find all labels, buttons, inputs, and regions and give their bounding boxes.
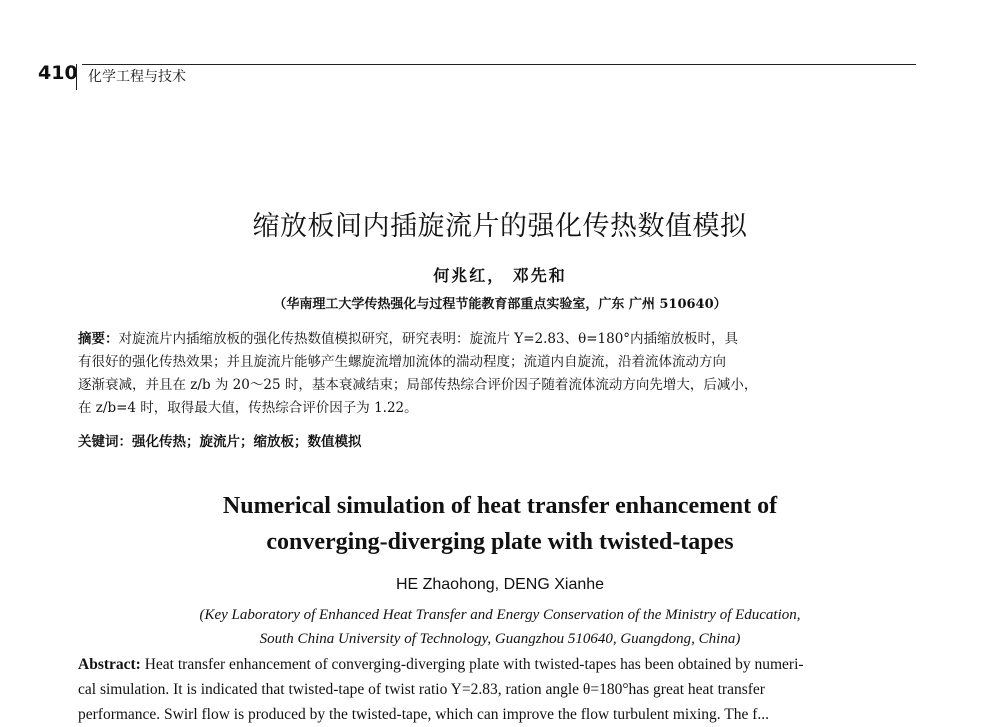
chinese-abstract-line: 在 z/b=4 时，取得最大值，传热综合评价因子为 1.22。: [78, 400, 418, 416]
chinese-keywords: [78, 430, 918, 450]
english-title-line: converging-diverging plate with twisted-tapes: [266, 529, 734, 555]
chinese-title: 缩放板间内插旋流片的强化传热数值模拟: [252, 211, 748, 242]
journal-name: 化学工程与技术: [88, 69, 186, 85]
chinese-abstract-line: 有很好的强化传热效果；并且旋流片能够产生螺旋流增加流体的湍动程度；流道内自旋流，沿着流体流动方向: [78, 354, 726, 370]
english-abstract-line: cal simulation. It is indicated that twisted-tape of twist ratio Y=2.83, ration angle θ=180°has great heat transfer: [78, 681, 765, 698]
chinese-abstract-line: 逐渐衰减，并且在 z/b 为 20～25 时，基本衰减结束；局部传热综合评价因子随着流体流动方向先增大，后减小，: [78, 377, 758, 393]
english-authors: HE Zhaohong, DENG Xianhe: [395, 576, 605, 593]
english-affiliation-line: South China University of Technology, Guangzhou 510640, Guangdong, China): [259, 631, 741, 647]
english-title: [0, 488, 1000, 560]
english-affiliation: [0, 603, 1000, 651]
english-abstract-line: performance. Swirl flow is produced by the twisted-tape, which can improve the flow turbulent mixing. The f...: [78, 706, 770, 723]
chinese-keywords-list: 强化传热；旋流片；缩放板；数值模拟: [132, 434, 362, 450]
running-header: [38, 58, 916, 92]
page-number: 410: [38, 62, 78, 84]
english-title-line: Numerical simulation of heat transfer enhancement of: [222, 493, 778, 519]
header-divider: [76, 64, 77, 90]
english-affiliation-line: (Key Laboratory of Enhanced Heat Transfer and Energy Conservation of the Ministry of Education,: [199, 607, 801, 623]
chinese-keywords-label: 关键词：: [78, 434, 132, 450]
chinese-abstract-line: 摘要：对旋流片内插缩放板的强化传热数值模拟研究，研究表明：旋流片 Y=2.83、θ=180°内插缩放板时，具: [78, 331, 739, 347]
english-abstract-label: Abstract:: [78, 656, 141, 673]
english-abstract-line: Abstract: Heat transfer enhancement of converging-diverging plate with twisted-tapes has been obtained by numeri-: [78, 656, 804, 673]
chinese-affiliation: （华南理工大学传热强化与过程节能教育部重点实验室，广东 广州 510640）: [273, 297, 727, 312]
header-rule: [82, 64, 916, 65]
english-abstract: [78, 652, 918, 727]
chinese-abstract-label: 摘要：: [78, 331, 119, 347]
chinese-abstract: [78, 328, 918, 420]
chinese-authors: 何兆红， 邓先和: [433, 266, 567, 285]
